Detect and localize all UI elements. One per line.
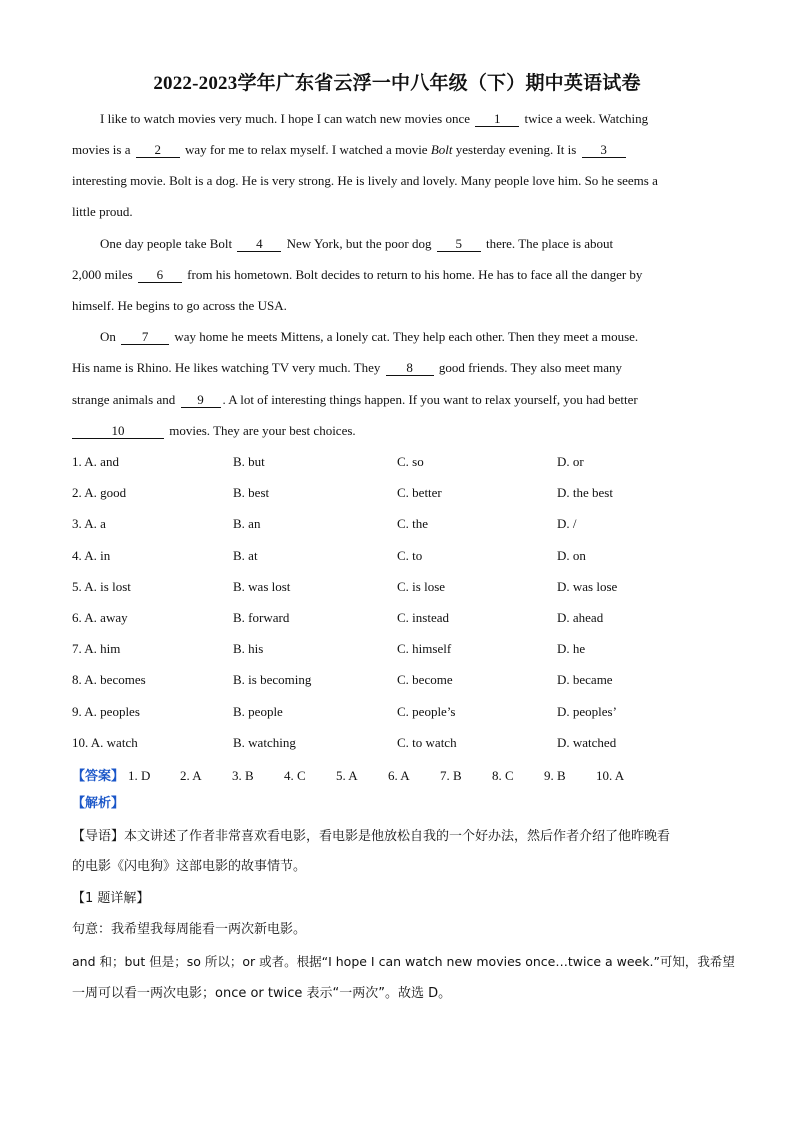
option-a-text: a	[100, 516, 106, 531]
passage-text: New York, but the poor dog	[283, 236, 435, 251]
option-a	[72, 672, 146, 688]
answer-item: 3. B	[232, 768, 254, 783]
answer-item: 5. A	[336, 768, 358, 783]
option-b: B. best	[233, 485, 270, 500]
passage-text: from his hometown. Bolt decides to return to his home. He has to face all the danger by	[183, 267, 643, 282]
option-b: B. watching	[233, 735, 296, 750]
blank-6: 6	[138, 268, 182, 283]
detail-line: 句意：我希望我每周能看一两次新电影。	[72, 922, 307, 937]
question-number: 6. A.	[72, 610, 97, 625]
option-d: D. or	[557, 454, 584, 469]
answer-item: 1. D	[128, 768, 151, 783]
option-d: D. the best	[557, 485, 613, 500]
passage-text: strange animals and	[72, 392, 179, 407]
blank-10: 10	[72, 424, 164, 439]
passage-text: On	[100, 329, 120, 344]
question-number: 7. A.	[72, 641, 97, 656]
option-d: D. became	[557, 672, 613, 687]
passage-text: . A lot of interesting things happen. If you want to relax yourself, you had better	[222, 392, 638, 407]
option-c: C. people’s	[397, 704, 456, 719]
option-b: B. his	[233, 641, 264, 656]
passage-line	[72, 423, 722, 439]
passage-line: interesting movie. Bolt is a dog. He is very strong. He is lively and lovely. Many people love him. So he seems a	[72, 173, 658, 188]
passage-line	[100, 236, 722, 252]
option-b: B. at	[233, 548, 258, 563]
option-a-text: is lost	[100, 579, 131, 594]
option-a	[72, 641, 120, 657]
question-number: 10. A.	[72, 735, 104, 750]
passage-text: His name is Rhino. He likes watching TV very much. They	[72, 360, 384, 375]
option-a-text: peoples	[100, 704, 140, 719]
option-a	[72, 516, 106, 532]
option-a	[72, 579, 131, 595]
passage-text: yesterday evening. It is	[452, 142, 580, 157]
passage-text: 2,000 miles	[72, 267, 136, 282]
option-c: C. better	[397, 485, 442, 500]
detail-line: 一周可以看一两次电影；once or twice 表示“一两次”。故选 D。	[72, 986, 452, 1001]
passage-text: movies. They are your best choices.	[166, 423, 356, 438]
option-d: D. peoples’	[557, 704, 617, 719]
question-number: 1. A.	[72, 454, 97, 469]
option-a	[72, 485, 126, 501]
option-d: D. watched	[557, 735, 617, 750]
passage-line: little proud.	[72, 204, 133, 219]
blank-3: 3	[582, 143, 626, 158]
option-c: C. become	[397, 672, 453, 687]
question-number: 5. A.	[72, 579, 97, 594]
option-a-text: good	[100, 485, 127, 500]
blank-8: 8	[386, 361, 434, 376]
option-d: D. he	[557, 641, 586, 656]
option-c: C. himself	[397, 641, 452, 656]
passage-line	[72, 392, 722, 408]
option-a-text: away	[100, 610, 128, 625]
detail-tag: 【1 题详解】	[72, 891, 150, 906]
page-title: 2022-2023学年广东省云浮一中八年级（下）期中英语试卷	[153, 73, 641, 94]
movie-title: Bolt	[430, 142, 453, 157]
option-d: D. ahead	[557, 610, 604, 625]
option-a-text: watch	[106, 735, 138, 750]
passage-line	[100, 111, 722, 127]
passage-line	[100, 329, 722, 345]
passage-text: One day people take Bolt	[100, 236, 236, 251]
passage-text: movies is a	[72, 142, 134, 157]
passage-text: good friends. They also meet many	[435, 360, 623, 375]
option-a	[72, 735, 138, 751]
option-d: D. on	[557, 548, 586, 563]
passage-line	[72, 142, 722, 158]
analysis-tag: 【解析】	[72, 796, 125, 811]
passage-line	[72, 267, 722, 283]
question-number: 3. A.	[72, 516, 97, 531]
answer-tag: 【答案】	[72, 769, 125, 784]
blank-5: 5	[437, 237, 481, 252]
answer-item: 7. B	[440, 768, 462, 783]
option-b: B. was lost	[233, 579, 291, 594]
blank-4: 4	[237, 237, 281, 252]
blank-1: 1	[475, 112, 519, 127]
option-b: B. but	[233, 454, 265, 469]
answer-items	[128, 768, 648, 783]
blank-2: 2	[136, 143, 180, 158]
option-c: C. the	[397, 516, 429, 531]
answer-row	[72, 765, 648, 784]
guide-line-2: 的电影《闪电狗》这部电影的故事情节。	[72, 859, 307, 874]
answer-item: 8. C	[492, 768, 514, 783]
blank-7: 7	[121, 330, 169, 345]
option-b: B. forward	[233, 610, 290, 625]
passage-line	[72, 360, 722, 376]
answer-item: 6. A	[388, 768, 410, 783]
option-a	[72, 610, 128, 626]
passage-text: twice a week. Watching	[521, 111, 649, 126]
answer-item: 9. B	[544, 768, 566, 783]
passage-text: way home he meets Mittens, a lonely cat. They help each other. Then they meet a mouse.	[171, 329, 639, 344]
blank-9: 9	[181, 393, 221, 408]
option-a	[72, 548, 110, 564]
option-c: C. so	[397, 454, 424, 469]
question-number: 9. A.	[72, 704, 97, 719]
option-c: C. to watch	[397, 735, 457, 750]
guide-line	[72, 829, 670, 845]
passage-text: I like to watch movies very much. I hope I can watch new movies once	[100, 111, 474, 126]
option-c: C. is lose	[397, 579, 446, 594]
option-a-text: him	[100, 641, 121, 656]
option-a-text: becomes	[100, 672, 146, 687]
option-b: B. is becoming	[233, 672, 312, 687]
option-c: C. instead	[397, 610, 449, 625]
option-a-text: and	[100, 454, 119, 469]
guide-tag: 【导语】	[72, 829, 125, 844]
answer-item: 4. C	[284, 768, 306, 783]
option-d: D. /	[557, 516, 577, 531]
passage-line: himself. He begins to go across the USA.	[72, 298, 287, 313]
option-c: C. to	[397, 548, 423, 563]
option-a	[72, 454, 119, 470]
option-b: B. people	[233, 704, 283, 719]
answer-item: 10. A	[596, 768, 625, 783]
passage-text: there. The place is about	[482, 236, 614, 251]
guide-text: 本文讲述了作者非常喜欢看电影，看电影是他放松自我的一个好办法，然后作者介绍了他昨晚看	[124, 829, 671, 844]
option-a-text: in	[100, 548, 111, 563]
option-b: B. an	[233, 516, 261, 531]
answer-item: 2. A	[180, 768, 202, 783]
detail-line: and 和；but 但是；so 所以；or 或者。根据“I hope I can watch new movies once…twice a week.”可知，我希望	[72, 954, 735, 969]
option-a	[72, 704, 140, 720]
option-d: D. was lose	[557, 579, 618, 594]
passage-text: way for me to relax myself. I watched a movie	[181, 142, 431, 157]
question-number: 2. A.	[72, 485, 97, 500]
question-number: 4. A.	[72, 548, 97, 563]
question-number: 8. A.	[72, 672, 97, 687]
